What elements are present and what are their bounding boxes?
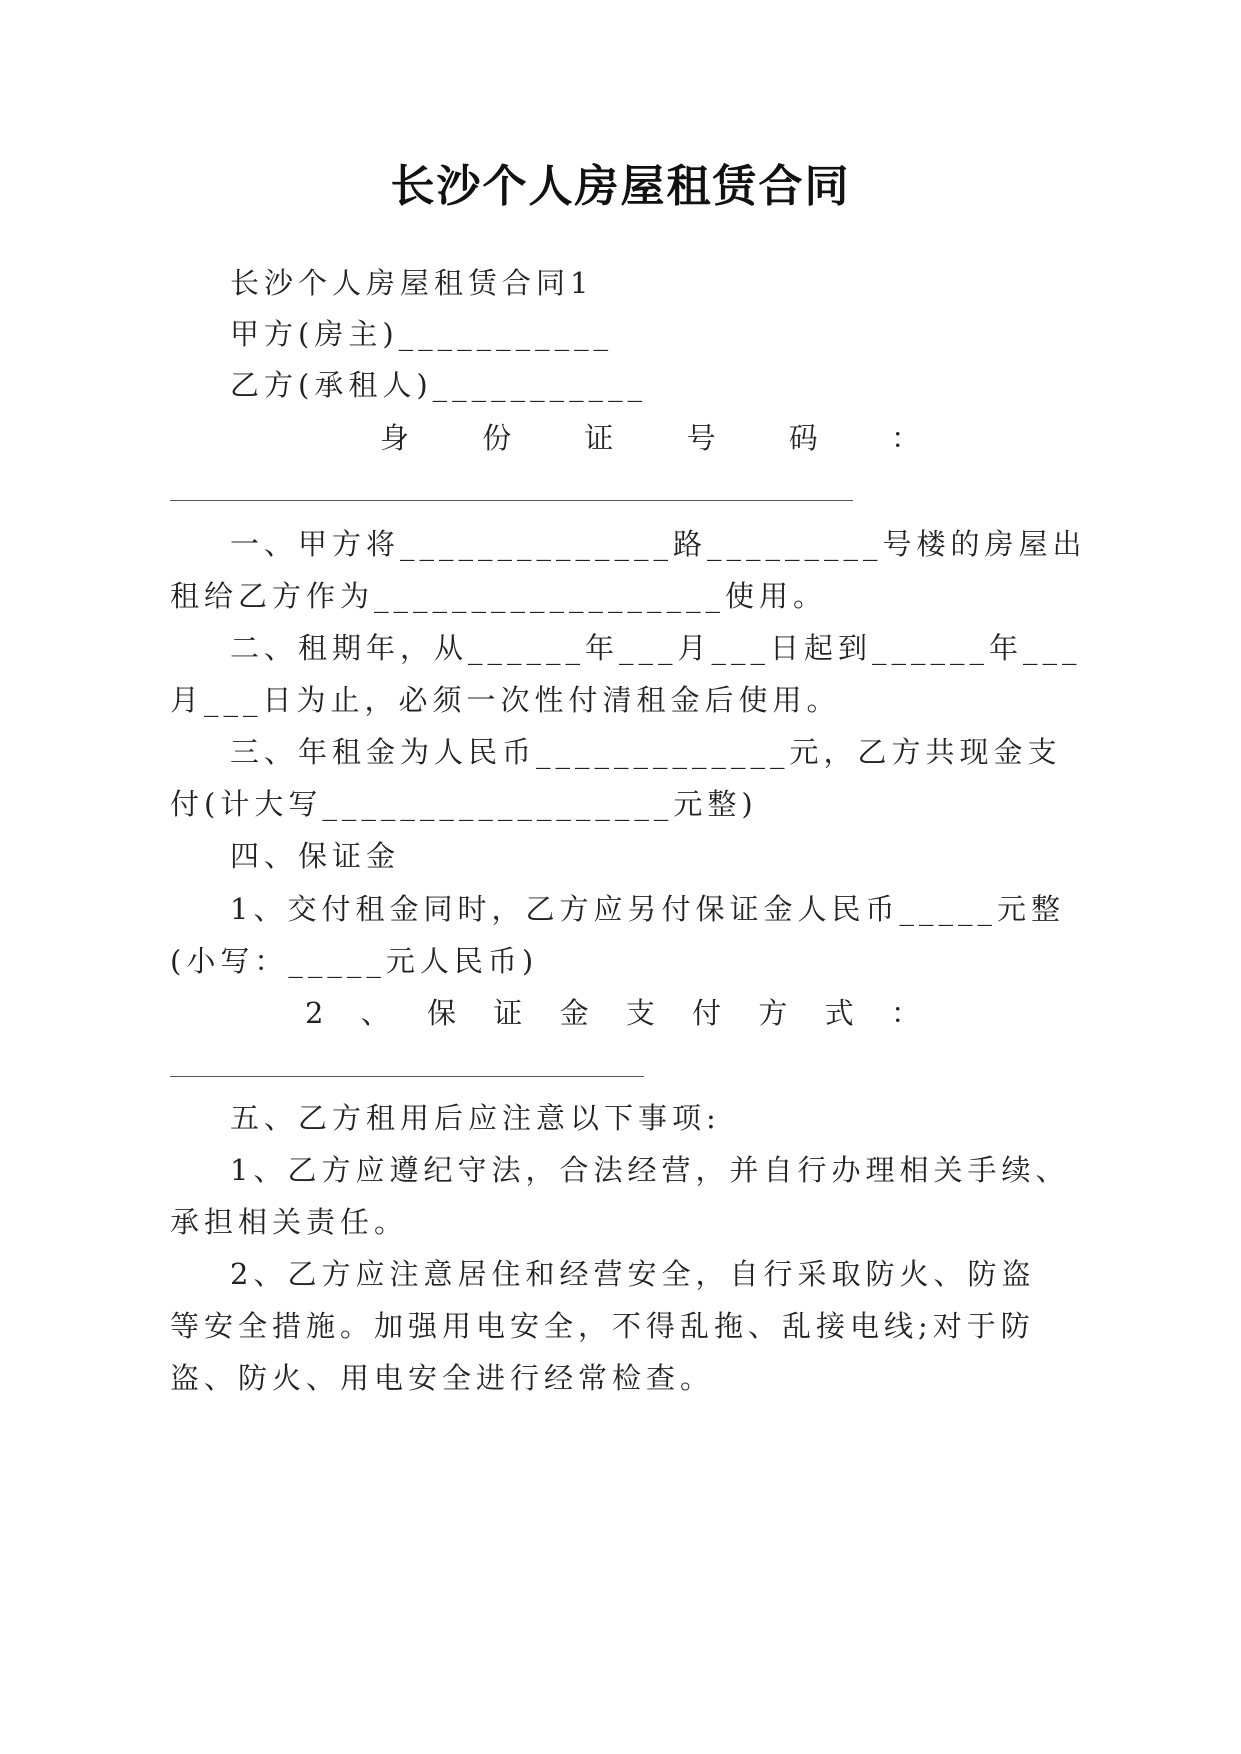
deposit-char: 支	[625, 996, 655, 1030]
id-char: ：	[890, 421, 920, 455]
id-char: 份	[482, 421, 512, 455]
clause-1-line-2: 租给乙方作为__________________使用。	[170, 579, 828, 613]
document-title: 长沙个人房屋租赁合同	[390, 161, 851, 212]
deposit-char: 保	[427, 996, 457, 1030]
deposit-char: 、	[360, 996, 390, 1030]
deposit-char: 付	[692, 996, 722, 1030]
party-b-line: 乙方(承租人)___________	[230, 368, 648, 402]
deposit-payment-label	[305, 993, 920, 1033]
clause-4-heading: 四、保证金	[230, 839, 401, 873]
clause-2-line-2: 月___日为止，必须一次性付清租金后使用。	[170, 683, 841, 717]
clause-5-1-line-2: 承担相关责任。	[170, 1205, 409, 1239]
clause-1-line-1: 一、甲方将______________路_________号楼的房屋出	[230, 527, 1087, 561]
deposit-char: 方	[758, 996, 788, 1030]
clause-4-1-line-1: 1、交付租金同时，乙方应另付保证金人民币_____元整	[230, 892, 1065, 926]
deposit-char: 金	[559, 996, 589, 1030]
id-char: 身	[380, 421, 410, 455]
clause-4-1-line-2: (小写：_____元人民币)	[170, 944, 539, 978]
clause-2-line-1: 二、租期年，从______年___月___日起到______年___	[230, 631, 1082, 665]
clause-5-2-line-1: 2、乙方应注意居住和经营安全，自行采取防火、防盗	[230, 1257, 1036, 1291]
deposit-char: 式	[824, 996, 854, 1030]
clause-5-2-line-2: 等安全措施。加强用电安全，不得乱拖、乱接电线;对于防	[170, 1309, 1035, 1343]
subtitle-line: 长沙个人房屋租赁合同1	[230, 266, 594, 300]
deposit-char: ：	[890, 996, 920, 1030]
deposit-char: 2	[305, 996, 324, 1030]
id-number-blank	[170, 500, 853, 501]
id-char: 号	[686, 421, 716, 455]
id-char: 证	[584, 421, 614, 455]
id-char: 码	[788, 421, 818, 455]
deposit-char: 证	[493, 996, 523, 1030]
clause-5-1-line-1: 1、乙方应遵纪守法，合法经营，并自行办理相关手续、	[230, 1153, 1070, 1187]
clause-3-line-2: 付(计大写__________________元整)	[170, 787, 758, 821]
clause-3-line-1: 三、年租金为人民币_____________元，乙方共现金支	[230, 735, 1062, 769]
id-number-label	[380, 418, 920, 458]
deposit-payment-blank	[170, 1076, 644, 1077]
clause-5-heading: 五、乙方租用后应注意以下事项:	[230, 1101, 721, 1135]
clause-5-2-line-3: 盗、防火、用电安全进行经常检查。	[170, 1361, 715, 1395]
party-a-line: 甲方(房主)___________	[230, 317, 614, 351]
